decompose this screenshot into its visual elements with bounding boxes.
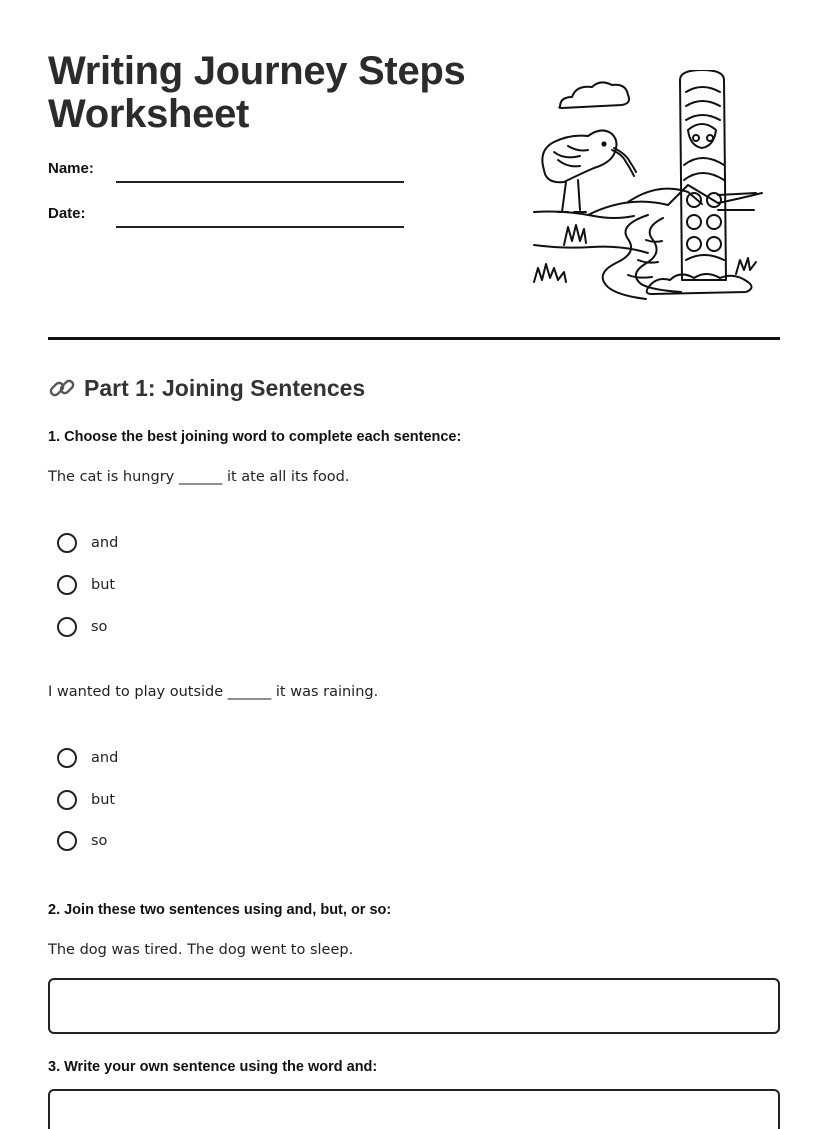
river-icon (603, 215, 648, 299)
option-label: and (91, 535, 119, 551)
option-label: so (91, 619, 108, 635)
name-field[interactable] (116, 181, 404, 183)
question-3-label: 3. Write your own sentence using the word and: (48, 1059, 378, 1075)
option-1b-but[interactable] (57, 790, 115, 810)
question-1a-sentence: The cat is hungry ______ it ate all its food. (48, 469, 350, 485)
radio-button[interactable] (57, 575, 77, 595)
option-label: so (91, 833, 108, 849)
question-2-label: 2. Join these two sentences using and, but, or so: (48, 902, 392, 918)
question-1-label: 1. Choose the best joining word to complete each sentence: (48, 429, 462, 445)
radio-button[interactable] (57, 790, 77, 810)
worksheet-title (48, 50, 465, 136)
section-title (48, 374, 365, 402)
question-1b-sentence: I wanted to play outside ______ it was raining. (48, 684, 379, 700)
title-line-2: Worksheet (48, 92, 250, 136)
name-label: Name: (48, 160, 94, 177)
radio-button[interactable] (57, 831, 77, 851)
kiwi-bird-icon (542, 130, 636, 212)
title-line-1: Writing Journey Steps (48, 49, 466, 93)
option-1a-but[interactable] (57, 575, 115, 595)
option-label: and (91, 750, 119, 766)
option-label: but (91, 792, 116, 808)
kiwi-and-carving-illustration (528, 70, 764, 306)
question-3-answer-box[interactable] (48, 1089, 780, 1129)
radio-button[interactable] (57, 617, 77, 637)
divider (48, 337, 780, 340)
date-label: Date: (48, 205, 86, 222)
option-1a-and[interactable] (57, 533, 118, 553)
date-field[interactable] (116, 226, 404, 228)
link-icon (48, 374, 76, 402)
question-2-sentence: The dog was tired. The dog went to sleep. (48, 942, 354, 958)
section-title-text: Part 1: Joining Sentences (84, 374, 366, 401)
question-2-answer-box[interactable] (48, 978, 780, 1034)
carved-post-icon (680, 70, 726, 280)
radio-button[interactable] (57, 533, 77, 553)
option-1b-and[interactable] (57, 748, 118, 768)
option-1a-so[interactable] (57, 617, 107, 637)
radio-button[interactable] (57, 748, 77, 768)
option-label: but (91, 577, 116, 593)
cloud-icon (559, 82, 629, 108)
plant-icon (564, 225, 586, 245)
option-1b-so[interactable] (57, 831, 107, 851)
